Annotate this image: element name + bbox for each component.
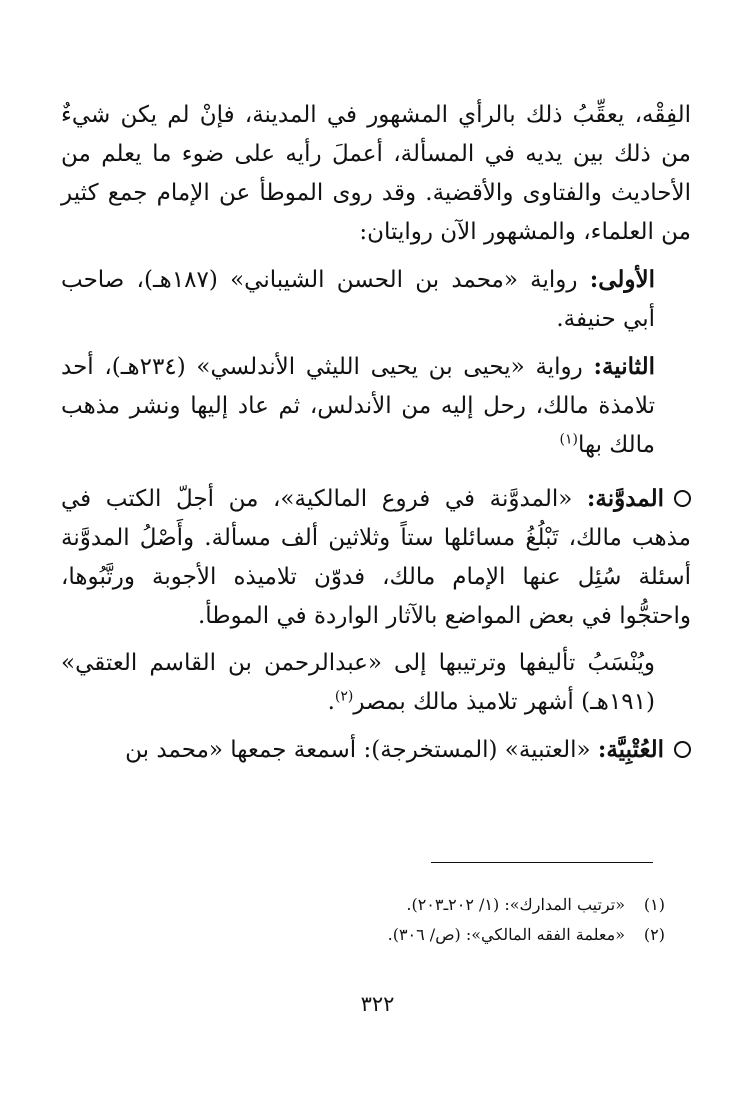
bullet-circle-icon [674,741,691,758]
first-narration-text: رواية «محمد بن الحسن الشيباني» (١٨٧هـ)، صاحب أبي حنيفة. [61,267,655,332]
footnote-1-text: «ترتيب المدارك»: (١/ ٢٠٢ـ٢٠٣). [406,895,625,914]
footnote-divider [431,862,653,863]
second-narration-text: رواية «يحيى بن يحيى الليثي الأندلسي» (٢٣٤هـ)، أحد تلامذة مالك، رحل إليه من الأندلس، ثم عاد إليها ونشر مذهب مالك بها [61,354,655,458]
footnote-ref-2[interactable]: (٢) [334,688,354,705]
footnote-2 [65,920,665,950]
mudawwana-paragraph [61,479,691,636]
utbiyya-text: «العتبية» (المستخرجة): أسمعة جمعها «محمد بن [125,737,598,763]
bullet-circle-icon [674,490,691,507]
mudawwana-label: المدوَّنة: [586,485,664,512]
page-body [61,96,691,770]
utbiyya-label: العُتْبِيَّة: [597,736,664,763]
page-number: ٣٢٢ [360,992,395,1016]
footnote-ref-1[interactable]: (١) [559,431,578,448]
mudawwana-attribution-text: ويُنْسَبُ تأليفها وترتيبها إلى «عبدالرحمن بن القاسم العتقي» (١٩١هـ) أشهر تلاميذ مالك بمصر [61,650,655,715]
intro-paragraph: الفِقْه، يعقِّبُ ذلك بالرأي المشهور في المدينة، فإنْ لم يكن شيءٌ من ذلك بين يديه في المسألة، أعملَ رأيه على ضوء ما يعلم من الأحاديث والفتاوى والأقضية. وقد روى الموطأ عن الإمام جمع كثير من العلماء، والمشهور الآن روايتان: [61,102,691,245]
mudawwana-attribution-end: . [327,689,335,715]
mudawwana-text: «المدوَّنة في فروع المالكية»، من أجلّ الكتب في مذهب مالك، تَبْلُغُ مسائلها ستاً وثلاثين ألف مسألة. وأَصْلُ المدوَّنة أسئلة سُئِل عنها الإمام مالك، فدوّن تلاميذه الأجوبة ورتَّبُوها، واحتجُّوا في بعض المواضع بالآثار الواردة في الموطأ. [61,486,691,629]
first-narration-paragraph [61,260,691,339]
footnotes [65,890,665,950]
second-narration-paragraph [61,347,691,465]
second-narration-label: الثانية: [593,353,655,380]
footnote-1 [65,890,665,920]
footnote-2-text: «معلمة الفقه المالكي»: (ص/ ٣٠٦). [387,925,625,944]
first-narration-label: الأولى: [589,266,655,293]
footnote-1-number: (١) [643,895,665,914]
utbiyya-paragraph [61,730,691,770]
footnote-2-number: (٢) [643,925,665,944]
mudawwana-attribution-paragraph [61,644,691,722]
